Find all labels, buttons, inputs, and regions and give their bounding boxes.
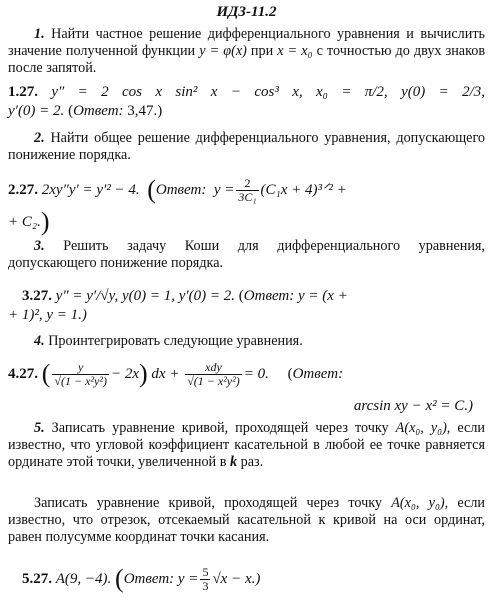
problem-3-27-number: 3.27. [22,288,52,304]
problem-5-27-point: A(9, −4). [55,571,112,587]
fraction-numerator: 2 [236,177,258,191]
task-5-2-point: A(x₀, y₀), [391,495,449,511]
task-1-tail: с точностью до двух знаков после запятой. [8,43,486,76]
problem-5-27-number: 5.27. [22,571,52,587]
problem-1-27-cond1: y(0) = 2/3, [401,84,485,100]
task-1-point: x = x₀ [277,43,313,59]
fraction-1 [52,361,109,388]
task-5-text-a: Записать уравнение кривой, проходящей через точку [51,420,389,436]
answer-label: Ответ: [243,288,295,304]
task-5-variant-2 [8,495,485,546]
task-3-text: Решить задачу Коши для дифференциального уравнения, допускающего понижение порядка. [8,238,486,271]
task-5-text-b: если известно, что угловой коэффициент касательной в любой ее точке равняется ординате этой точки, увеличенной в [8,420,485,470]
fraction-numerator: 5 [202,565,209,580]
problem-1-27-x0: x₀ = π/2, [316,84,388,100]
task-5-number: 5. [34,420,45,436]
task-5-2-text-b: если известно, что отрезок, отсекаемый касательной к кривой на оси ординат, равен полусумме координат точки касания. [8,495,486,545]
problem-5-27: 5.27. A(9, −4). (Ответ: y = $\frac{5}{3}$ √x − x.) [22,564,261,594]
task-5-text-c: раз. [240,454,264,470]
answer-label: Ответ: [123,571,175,587]
answer-value: arcsin xy − x² = C.) [353,398,473,414]
dx-term: dx + [151,366,180,382]
task-2 [8,130,485,164]
page-title: ИДЗ-11.2 [216,4,277,20]
answer-rest: √x − x.) [212,571,261,587]
problem-1-27-number: 1.27. [8,84,38,100]
problem-1-27: 1.27. y″ = 2 cos x sin² x − cos³ x, x₀ = π/2, y(0) = 2/3, y′(0) = 2. (Ответ: 3,47.) [8,84,485,119]
fraction-2-numerator: xdy [185,361,242,375]
term-2: − 2x [110,366,139,382]
problem-1-27-cond2: y′(0) = 2. [8,103,65,119]
problem-3-27: 3.27. y″ = y′/√y, y(0) = 1, y′(0) = 2. (Ответ: y = (x + + 1)², y = 1.) [8,288,348,323]
answer-rest: (C₁x + 4)³ᐟ² + [260,181,347,198]
task-1 [8,26,485,77]
problem-2-27-equation: 2xy″y′ = y′² − 4. [41,181,140,198]
answer-fraction [200,566,210,593]
task-5-point: A(x₀, y₀), [395,420,451,436]
answer-fraction [236,177,258,204]
fraction-2-denominator: √(1 − x²y²) [187,374,240,389]
task-5 [8,420,485,471]
problem-3-27-equation: y″ = y′/√y, [55,288,119,304]
fraction-1-denominator: √(1 − x²y²) [54,374,107,389]
answer-lhs: y = [177,571,199,587]
task-1-at: при [250,43,274,59]
problem-1-27-answer: 3,47.) [127,103,163,119]
task-3-number: 3. [34,238,45,254]
answer-part-2: + 1)², y = 1.) [8,307,87,323]
task-1-func: y = φ(x) [199,43,247,59]
task-4-text: Проинтегрировать следующие уравнения. [48,333,303,349]
task-1-text: Найти частное решение дифференциального уравнения и вычислить значение полученной функции [8,26,485,59]
answer-label: Ответ: [155,181,207,198]
task-4 [8,333,485,350]
fraction-denominator: 3 [202,579,209,594]
answer-label: Ответ: [73,103,124,119]
fraction-2 [185,361,242,388]
answer-part-1: y = (x + [298,288,348,304]
problem-2-27-number-label: 2.27. [8,181,38,198]
task-5-k: k [229,454,238,470]
problem-1-27-equation: y″ = 2 cos x sin² x − cos³ x, [51,84,303,100]
task-2-text: Найти общее решение дифференциального уравнения, допускающего понижение порядка. [8,130,486,163]
task-4-number: 4. [34,333,45,349]
problem-3-27-cond1: y(0) = 1, [121,288,175,304]
answer-lhs: y = [213,181,235,198]
answer-label: Ответ: [292,366,344,382]
fraction-denominator: 3C₁ [238,190,257,204]
equals-zero: = 0. [243,366,269,382]
task-3 [8,238,485,272]
task-2-number: 2. [34,130,45,146]
task-1-number: 1. [34,26,45,42]
problem-2-27: 2.27. 2xy″y′ = y′² − 4. (Ответ: y = $\frac{2}{\text{3C₁}}$ (C₁x + 4)³ᐟ² + + C₂.) [8,174,347,236]
task-5-2-text-a: Записать уравнение кривой, проходящей через точку [34,495,383,511]
problem-4-27-number: 4.27. [8,366,38,382]
fraction-1-numerator: y [52,361,109,375]
answer-continuation: + C₂. [8,214,41,230]
problem-4-27: 4.27. ( $\frac{y}{\text{√(1 − x²y²)}}$ − 2x) dx + $\frac{\text{xdy}}{\text{√(1 − x²y²)}}$ = 0. (Ответ: arcsin xy − x² = C.) [8,359,473,414]
problem-3-27-cond2: y′(0) = 2. [178,288,236,304]
